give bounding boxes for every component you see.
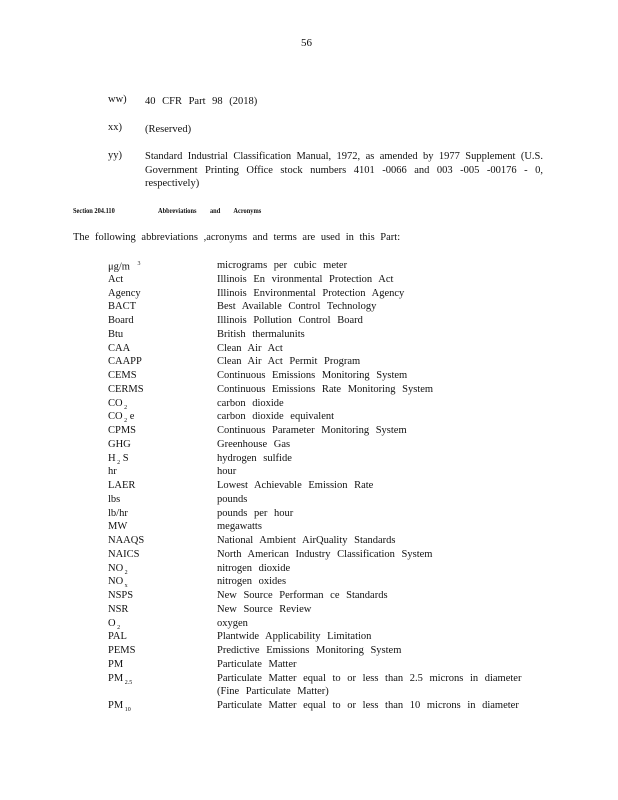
abbreviation-definition: Best Available Control Technology: [217, 301, 377, 313]
abbreviation-definition: megawatts: [217, 521, 262, 533]
section-number: Section 204.110: [73, 206, 115, 215]
abbreviation-definition: New Source Review: [217, 603, 312, 615]
abbreviation-term: Act: [108, 273, 124, 285]
reference-label: xx): [108, 122, 122, 133]
abbreviation-definition: National Ambient AirQuality Standards: [217, 535, 396, 546]
abbreviation-definition: Particulate Matter: [217, 658, 297, 670]
abbreviation-term: CO $_2$: [108, 397, 128, 411]
abbreviation-definition: Greenhouse Gas: [217, 438, 291, 450]
abbreviation-definition: Continuous Emissions Monitoring System: [217, 370, 408, 381]
abbreviation-term: CEMS: [108, 370, 137, 381]
abbreviation-definition: British thermalunits: [217, 328, 305, 340]
abbreviation-definition: nitrogen dioxide: [217, 562, 291, 574]
abbreviation-term: NSR: [108, 603, 129, 615]
abbreviation-term: CO $_2$ e: [108, 411, 135, 425]
abbreviation-term: Btu: [108, 328, 124, 340]
abbreviation-definition: Plantwide Applicability Limitation: [217, 631, 372, 643]
abbreviation-term: lbs: [108, 493, 121, 505]
reference-text: Standard Industrial Classification Manual, 1972, as amended by 1977 Supplement (U.S. Government Printing Office stock numbers 4101 -0066 and 003 -005 -00176 - 0, respectively): [145, 151, 543, 189]
intro-text: The following abbreviations ,acronyms and terms are used in this Part:: [73, 232, 401, 243]
abbreviation-term: PAL: [108, 631, 127, 643]
abbreviation-term: GHG: [108, 438, 131, 450]
abbreviation-definition: carbon dioxide equivalent: [217, 411, 335, 423]
abbreviation-definition: Continuous Parameter Monitoring System: [217, 425, 407, 436]
section-title: Abbreviations and Acronyms: [158, 206, 262, 215]
abbreviation-term: NO $_x$: [108, 576, 128, 590]
abbreviation-definition: Illinois Environmental Protection Agency: [217, 287, 405, 299]
abbreviation-definition: Illinois Pollution Control Board: [217, 315, 363, 326]
abbreviation-definition: New Source Performan ce Standards: [217, 590, 388, 601]
abbreviation-term: CAAPP: [108, 356, 142, 368]
reference-text: (Reserved): [145, 124, 192, 135]
abbreviation-definition: pounds per hour: [217, 507, 294, 519]
abbreviation-term: CPMS: [108, 425, 137, 436]
abbreviation-definition: Lowest Achievable Emission Rate: [217, 480, 374, 491]
abbreviation-term: LAER: [108, 480, 136, 491]
abbreviation-definition: Particulate Matter equal to or less than 2.5 microns in diameter: [217, 672, 522, 684]
abbreviation-term: lb/hr: [108, 507, 128, 519]
abbreviation-term: NO $_2$: [108, 562, 128, 576]
abbreviation-definition: Clean Air Act Permit Program: [217, 356, 361, 368]
abbreviation-term: hr: [108, 466, 117, 478]
reference-text: 40 CFR Part 98 (2018): [145, 96, 258, 107]
abbreviation-term: H $_2$ S: [108, 452, 129, 466]
abbreviation-term: NAAQS: [108, 535, 145, 546]
abbreviation-term: CAA: [108, 342, 131, 354]
abbreviation-term: NAICS: [108, 548, 140, 560]
abbreviation-definition: nitrogen oxides: [217, 576, 287, 588]
abbreviation-term: μg/m $^3$: [108, 261, 141, 273]
abbreviation-definition: micrograms per cubic meter: [217, 260, 348, 271]
abbreviation-definition: Illinois En vironmental Protection Act: [217, 273, 394, 285]
abbreviation-term: MW: [108, 521, 128, 533]
abbreviation-term: Board: [108, 315, 134, 326]
abbreviation-definition: Predictive Emissions Monitoring System: [217, 645, 402, 656]
abbreviation-term: PM $_{10}$: [108, 700, 131, 714]
abbreviation-definition: North American Industry Classification System: [217, 548, 433, 560]
abbreviation-term: PM $_{2.5}$: [108, 672, 133, 686]
abbreviation-term: O $_2$: [108, 617, 121, 631]
abbreviation-definition: Continuous Emissions Rate Monitoring System: [217, 383, 434, 395]
abbreviation-term: Agency: [108, 287, 141, 299]
abbreviation-term: BACT: [108, 301, 137, 313]
abbreviation-term: PM: [108, 658, 124, 670]
abbreviation-definition: oxygen: [217, 617, 248, 629]
abbreviation-term: PEMS: [108, 645, 136, 656]
reference-label: yy): [108, 150, 122, 161]
abbreviation-term: NSPS: [108, 590, 134, 601]
abbreviation-definition: Clean Air Act: [217, 342, 283, 354]
abbreviation-definition: pounds: [217, 493, 248, 505]
abbreviation-term: CERMS: [108, 383, 144, 395]
abbreviation-definition: hour: [217, 466, 237, 478]
page-number: 56: [301, 37, 312, 49]
abbreviation-definition: carbon dioxide: [217, 397, 284, 409]
reference-label: ww): [108, 94, 127, 105]
abbreviation-definition: hydrogen sulfide: [217, 452, 292, 464]
abbreviation-definition-continued: (Fine Particulate Matter): [217, 686, 329, 698]
abbreviation-definition: Particulate Matter equal to or less than 10 microns in diameter: [217, 700, 519, 711]
